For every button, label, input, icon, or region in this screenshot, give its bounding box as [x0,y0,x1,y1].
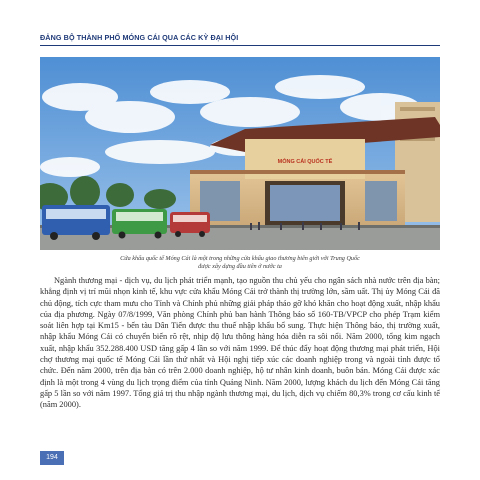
caption-line-2: được xây dựng đầu tiên ở nước ta [198,263,282,270]
bus-blue [42,205,110,240]
caption-line-1: Cửa khẩu quốc tế Móng Cái là một trong những cửa khẩu giao thương biên giới với Trung Quốc [120,255,360,262]
page-number: 194 [40,451,64,465]
header-rule [40,45,440,46]
header-title: ĐẢNG BỘ THÀNH PHỐ MÓNG CÁI QUA CÁC KỲ ĐẠI HỘI [40,33,239,42]
running-header [40,33,440,46]
photo-illustration [40,57,440,250]
body-text [40,275,440,411]
building-sign: MÓNG CÁI QUỐC TẾ [277,159,333,165]
photo-caption [40,255,440,271]
body-paragraph: Ngành thương mại - dịch vụ, du lịch phát triển mạnh, tạo nguồn thu chủ yếu cho ngân sách nhà nước trên địa bàn; khẳng định vị trí mũi nhọn kinh tế, khu vực cửa khẩu Móng Cái trở thành thị trường lớn, sầm uất. Thị ủy Móng Cái đã chủ động, tích cực tham mưu cho Tỉnh và Chính phủ những giải pháp tháo gỡ khó khăn cho hoạt động xuất, nhập khẩu của địa phương. Ngày 07/8/1999, Văn phòng Chính phủ ban hành Thông báo số 160-TB/VPCP cho phép Trạm kiểm soát liên hợp tại Km15 - bến tàu Dân Tiến được thu thuế nhập khẩu bổ sung. Thực hiện Thông báo, thị trường xuất, nhập khẩu Móng Cái có chuyển biến rõ rệt, nhịp độ lưu thông hàng hóa diễn ra sôi nổi. Năm 2000, tổng kim ngạch xuất, nhập khẩu 352.288.400 USD tăng gấp 4 lần so với năm 1999. Để thúc đẩy hoạt động thương mại phát triển, Hội chợ thương mại quốc tế Móng Cái lần thứ nhất và Hội nghị tiếp xúc các doanh nghiệp trong và ngoài tỉnh được tổ chức. Đến năm 2000, trên địa bàn có trên 2.000 doanh nghiệp, hộ tư nhân kinh doanh, buôn bán. Móng Cái được xác định là một trong 4 vùng du lịch trọng điểm của tỉnh Quảng Ninh. Năm 2000, lượng khách du lịch đến Móng Cái tăng gấp 5 lần so với năm 1997. Tổng giá trị thu nhập ngành thương mại, du lịch, dịch vụ chiếm 80,3% trong cơ cấu kinh tế (năm 2000). [40,276,440,410]
border-gate-photo [40,57,440,250]
